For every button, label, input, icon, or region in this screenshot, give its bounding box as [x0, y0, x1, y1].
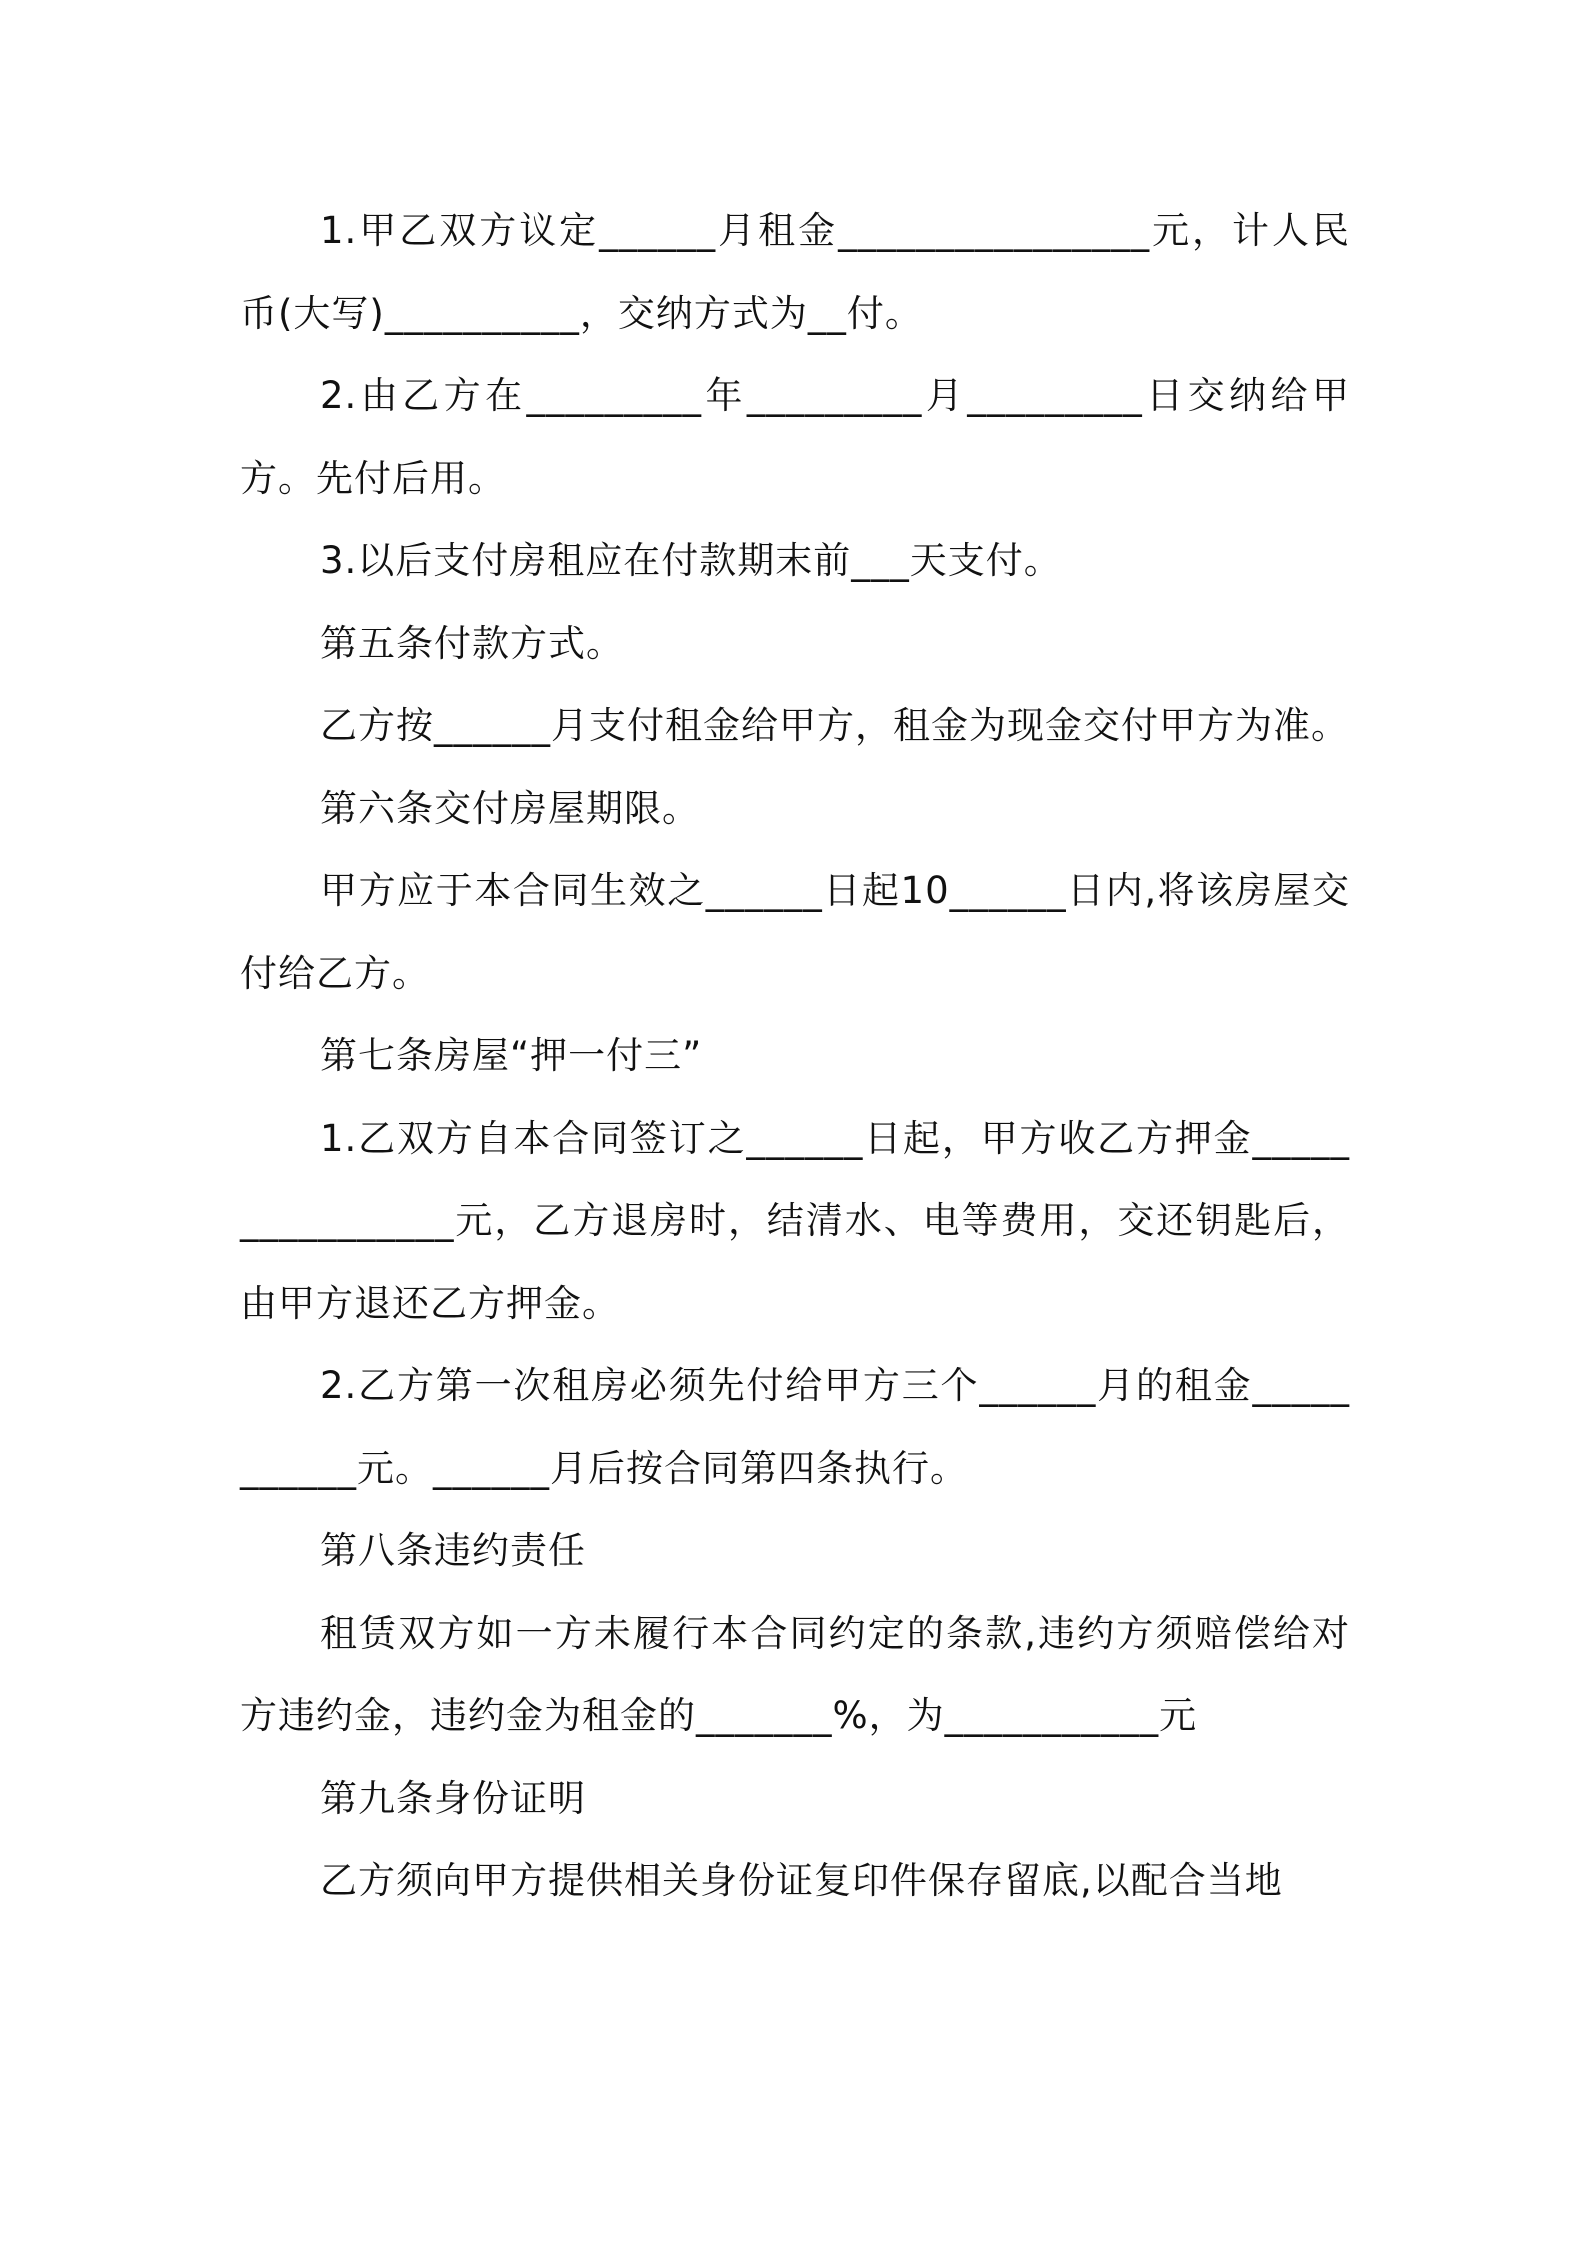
clause-payment-method: 乙方按______月支付租金给甲方，租金为现金交付甲方为准。 — [320, 704, 1349, 747]
article-8-heading: 第八条违约责任 — [320, 1529, 586, 1572]
clause-deposit: 1.乙双方自本合同签订之______日起，甲方收乙方押金________________元，乙方退房时，结清水、电等费用，交还钥匙后，由甲方退还乙方押金。 — [240, 1116, 1350, 1325]
document-body — [240, 190, 1350, 1923]
article-7-heading: 第七条房屋“押一付三” — [320, 1034, 703, 1077]
article-9-heading: 第九条身份证明 — [320, 1776, 586, 1820]
clause-breach-penalty: 租赁双方如一方未履行本合同约定的条款,违约方须赔偿给对方违约金，违约金为租金的_______%，为___________元 — [240, 1611, 1350, 1737]
article-6-heading: 第六条交付房屋期限。 — [320, 786, 700, 830]
clause-handover-period: 甲方应于本合同生效之______日起10______日内,将该房屋交付给乙方。 — [240, 869, 1350, 995]
clause-identity-proof: 乙方须向甲方提供相关身份证复印件保存留底,以配合当地 — [320, 1859, 1283, 1902]
clause-first-rent: 2.乙方第一次租房必须先付给甲方三个______月的租金___________元。______月后按合同第四条执行。 — [240, 1364, 1350, 1490]
clause-payment-deadline: 3.以后支付房租应在付款期末前___天支付。 — [320, 539, 1062, 582]
article-5-heading: 第五条付款方式。 — [320, 621, 624, 665]
clause-payment-date: 2.由乙方在_________年_________月_________日交纳给甲方。先付后用。 — [240, 374, 1350, 500]
clause-rent-amount: 1.甲乙双方议定______月租金________________元，计人民币(大写)__________，交纳方式为__付。 — [240, 209, 1350, 335]
